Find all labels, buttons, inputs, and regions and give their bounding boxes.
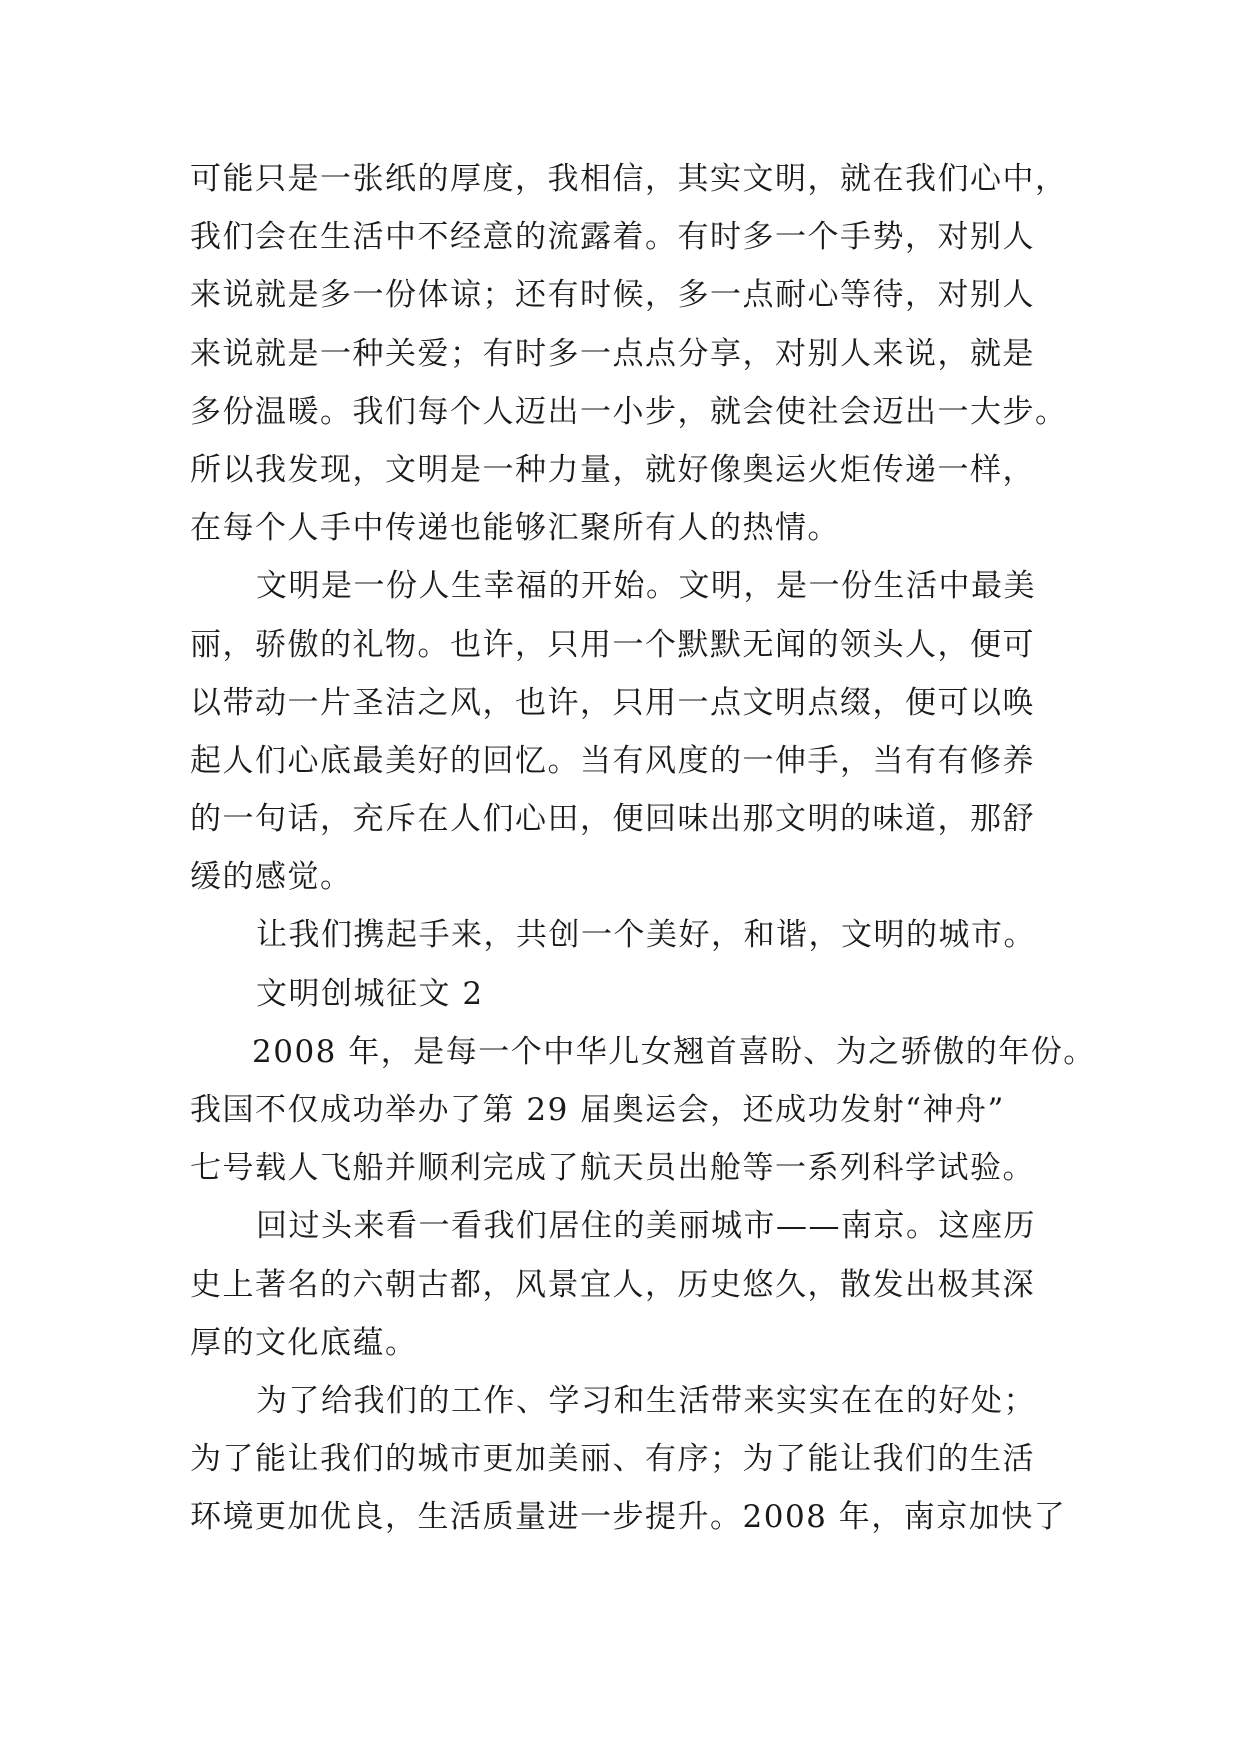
- text-line: 缓的感觉。: [190, 859, 353, 896]
- text-line: 为了能让我们的城市更加美丽、有序；为了能让我们的生活: [190, 1441, 1035, 1478]
- text-line: 在每个人手中传递也能够汇聚所有人的热情。: [190, 510, 840, 547]
- text-line: 厚的文化底蕴。: [190, 1324, 418, 1361]
- text-line: 来说就是一种关爱；有时多一点点分享，对别人来说，就是: [190, 335, 1035, 372]
- text-line: 所以我发现，文明是一种力量，就好像奥运火炬传递一样，: [190, 451, 1035, 488]
- text-line: 以带动一片圣洁之风，也许，只用一点文明点缀，便可以唤: [190, 684, 1035, 721]
- document-body: [190, 150, 1096, 1547]
- text-line: 多份温暖。我们每个人迈出一小步，就会使社会迈出一大步。: [190, 393, 1068, 430]
- text-line: 文明是一份人生幸福的开始。文明，是一份生活中最美: [256, 568, 1036, 605]
- text-line: 环境更加优良，生活质量进一步提升。2008 年，南京加快了: [190, 1499, 1067, 1536]
- text-line: 让我们携起手来，共创一个美好，和谐，文明的城市。: [256, 917, 1036, 954]
- text-line: 史上著名的六朝古都，风景宜人，历史悠久，散发出极其深: [190, 1266, 1035, 1303]
- text-line: 七号载人飞船并顺利完成了航天员出舱等一系列科学试验。: [190, 1150, 1035, 1187]
- text-line: 的一句话，充斥在人们心田，便回味出那文明的味道，那舒: [190, 801, 1035, 838]
- text-line: 回过头来看一看我们居住的美丽城市——南京。这座历: [256, 1208, 1036, 1245]
- text-line: 来说就是多一份体谅；还有时候，多一点耐心等待，对别人: [190, 277, 1035, 314]
- text-line: 可能只是一张纸的厚度，我相信，其实文明，就在我们心中，: [190, 161, 1068, 197]
- text-line: 2008 年，是每一个中华儿女翘首喜盼、为之骄傲的年份。: [252, 1033, 1096, 1070]
- text-line: 丽，骄傲的礼物。也许，只用一个默默无闻的领头人，便可: [190, 626, 1035, 663]
- text-line: 我们会在生活中不经意的流露着。有时多一个手势，对别人: [190, 219, 1035, 256]
- text-line: 起人们心底最美好的回忆。当有风度的一伸手，当有有修养: [190, 742, 1035, 779]
- text-line: 我国不仅成功举办了第 29 届奥运会，还成功发射“神舟”: [190, 1092, 1005, 1128]
- text-line: 为了给我们的工作、学习和生活带来实实在在的好处；: [256, 1382, 1036, 1419]
- section-heading: 文明创城征文 2: [256, 975, 484, 1012]
